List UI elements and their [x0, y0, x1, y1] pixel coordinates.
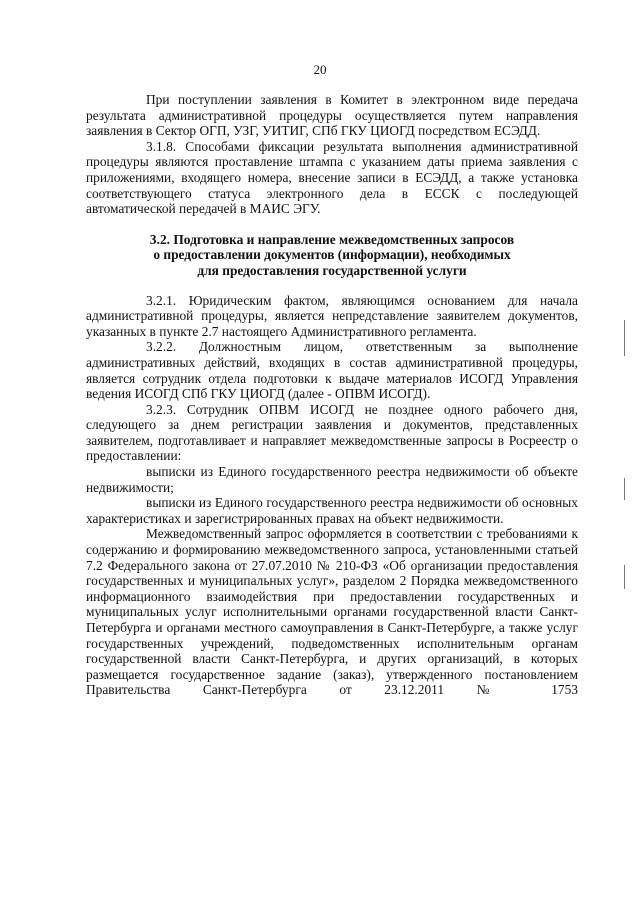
heading-line-2: о предоставлении документов (информации), необходимых [153, 247, 511, 263]
margin-mark [624, 478, 625, 500]
margin-mark [624, 320, 625, 356]
paragraph-3-2-3: 3.2.3. Сотрудник ОПВМ ИСОГД не позднее одного рабочего дня, следующего за днем регистрации заявления и документов, представленных заявителем, подготавливает и направляет межведомственные запросы в Росреестр о предоставлении: [86, 401, 578, 464]
paragraph-3-2-2: 3.2.2. Должностным лицом, ответственным за выполнение административных действий, входящих в состав административной процедуры, является сотрудник отдела подготовки к выдаче материалов ИСОГД Управления ведения ИСОГД СПб ГКУ ЦИОГД (далее - ОПВМ ИСОГД). [86, 339, 578, 402]
paragraph-3-1-8: 3.1.8. Способами фиксации результата выполнения административной процедуры являются проставление штампа с указанием даты приема заявления с приложениями, входящего номера, внесение записи в ЕСЭДД, а также установка соответствующего статуса электронного дела в ЕССК с последующей автоматической передачей в МАИС ЭГУ. [86, 138, 578, 217]
paragraph-transfer-result: При поступлении заявления в Комитет в электронном виде передача результата административной процедуры осуществляется путем направления заявления в Сектор ОГП, УЗГ, УИТИГ, СПб ГКУ ЦИОГД посредством ЕСЭДД. [86, 92, 578, 139]
document-body [86, 92, 578, 698]
margin-mark [624, 565, 625, 589]
heading-line-1: 3.2. Подготовка и направление межведомственных запросов [149, 231, 515, 247]
list-item-egrn-object: выписки из Единого государственного реестра недвижимости об объекте недвижимости; [86, 464, 578, 495]
heading-line-3: для предоставления государственной услуги [197, 262, 467, 278]
page-number: 20 [313, 62, 327, 77]
section-heading-3-2 [86, 232, 578, 279]
paragraph-3-2-1: 3.2.1. Юридическим фактом, являющимся основанием для начала административной процедуры, является непредставление заявителем документов, указанных в пункте 2.7 настоящего Административного регламента. [86, 292, 578, 339]
paragraph-interagency-request: Межведомственный запрос оформляется в соответствии с требованиями к содержанию и формированию межведомственного запроса, установленными статьей 7.2 Федерального закона от 27.07.2010 № 210-ФЗ «Об организации предоставления государственных и муниципальных услуг», разделом 2 Порядка межведомственного информационного взаимодействия при предоставлении государственных и муниципальных услуг исполнительными органами государственной власти Санкт-Петербурга и органами местного самоуправления в Санкт-Петербурге, а также услуг государственных учреждений, подведомственных исполнительным органам государственной власти Санкт-Петербурга, и других организаций, в которых размещается государственное задание (заказ), утвержденного постановлением Правительства Санкт-Петербурга от 23.12.2011 № 1753 [86, 526, 578, 698]
list-item-egrn-characteristics: выписки из Единого государственного реестра недвижимости об основных характеристиках и зарегистрированных правах на объект недвижимости. [86, 495, 578, 526]
